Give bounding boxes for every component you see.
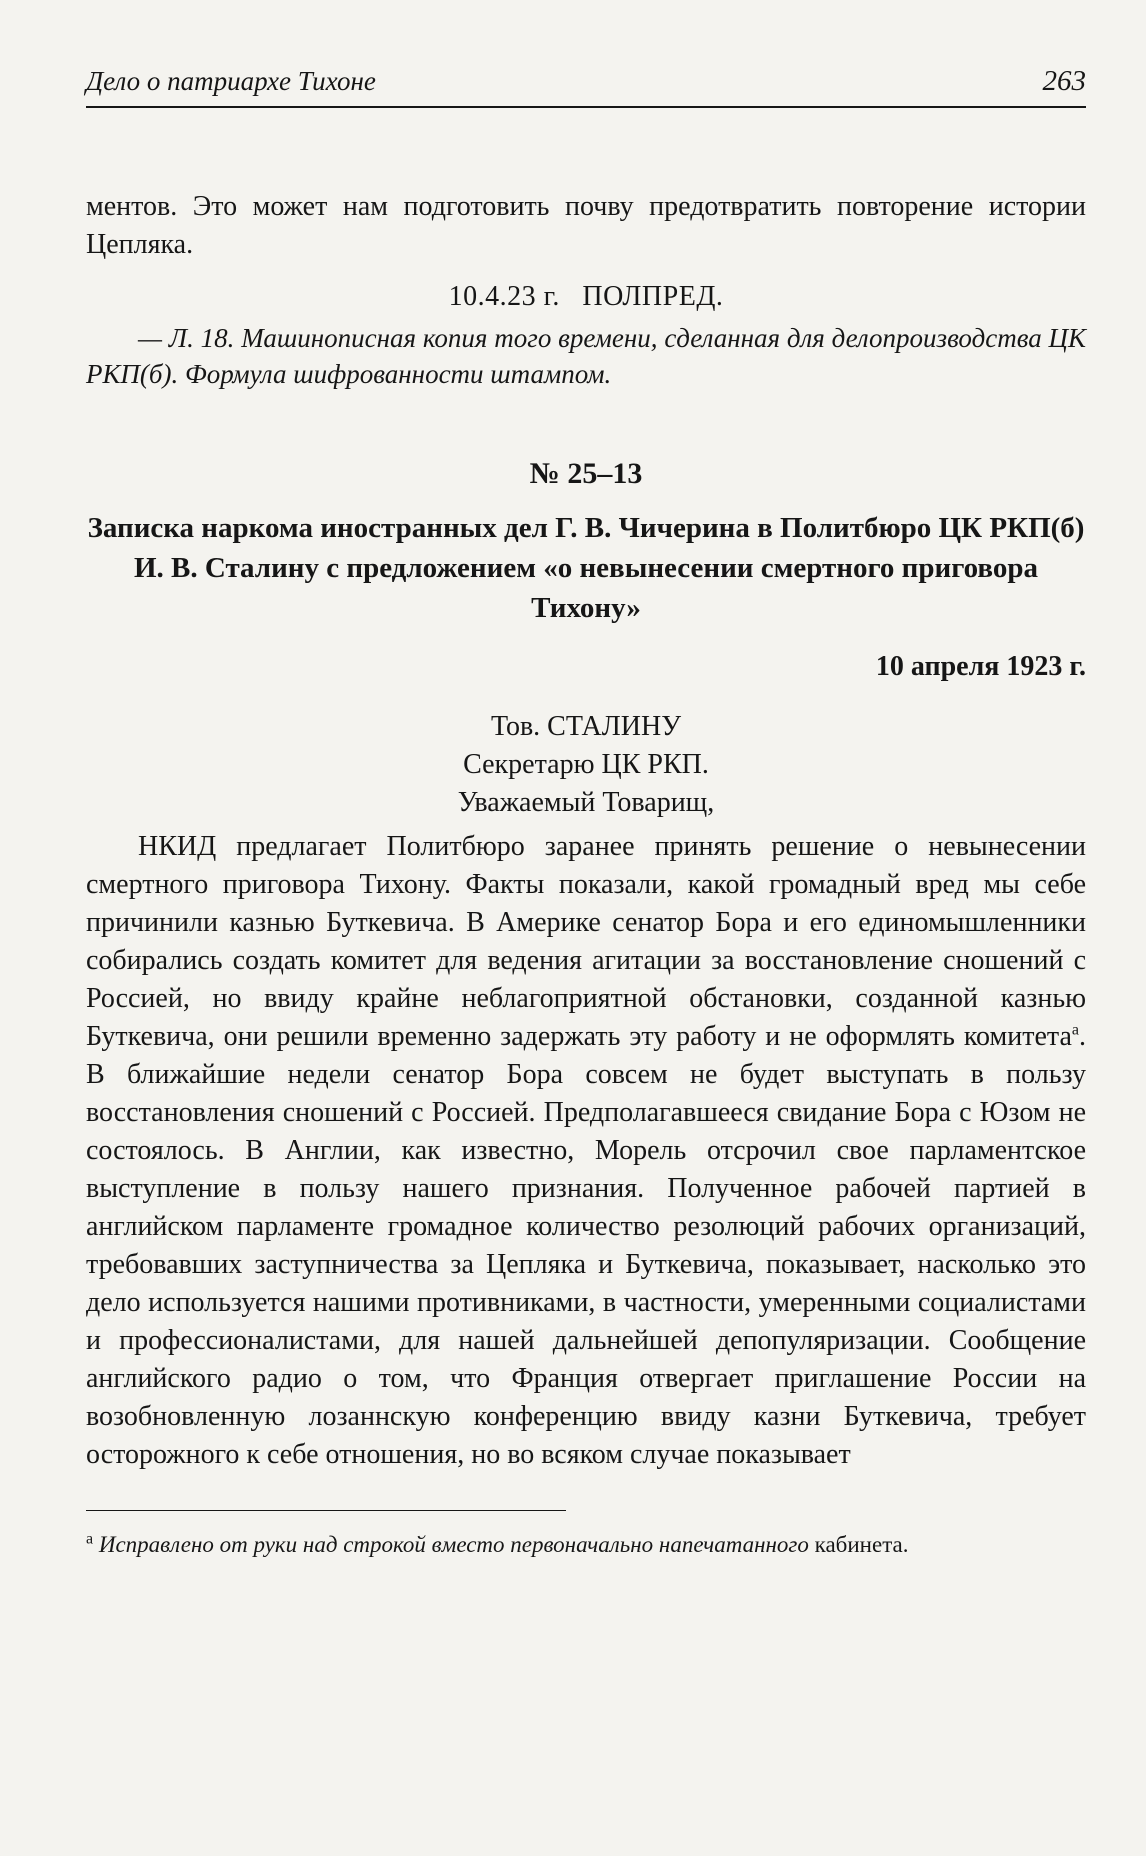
footnote-marker: а: [86, 1530, 94, 1548]
letter-body: [86, 828, 1086, 1474]
footnote-reference: а: [1071, 1021, 1079, 1039]
page: [86, 60, 1086, 1561]
document-number: № 25–13: [529, 457, 643, 490]
archive-note: — Л. 18. Машинописная копия того времени, сделанная для делопроизводства ЦК РКП(б). Формула шифрованности штампом.: [86, 323, 1086, 389]
page-number: 263: [1042, 65, 1086, 97]
footnote-text-end: кабинета.: [814, 1532, 909, 1557]
previous-document-closing-text: ментов. Это может нам подготовить почву предотвратить повторение истории Цепляка.: [86, 191, 1086, 260]
addressee-position: Секретарю ЦК РКП.: [463, 749, 709, 780]
previous-document-dateline: 10.4.23 г. ПОЛПРЕД.: [448, 281, 724, 312]
running-title: Дело о патриархе Тихоне: [86, 66, 376, 96]
running-head: [86, 60, 1086, 108]
document-date: 10 апреля 1923 г.: [875, 651, 1086, 682]
letter-body-part-2: . В ближайшие недели сенатор Бора совсем не будет выступать в пользу восстановления сношений с Россией. Предполагавшееся свидание Бора с Юзом не состоялось. В Англии, как известно, Морель отсрочил свое парламентское выступление в пользу нашего признания. Полученное рабочей партией в английском парламенте громадное количество резолюций рабочих организаций, требовавших заступничества за Цепляка и Буткевича, показывает, насколько это дело используется нашими противниками, в частности, умеренными социалистами и профессионалистами, для нашей дальнейшей депопуляризации. Сообщение английского радио о том, что Франция отвергает приглашение России на возобновленную лозаннскую конференцию ввиду казни Буткевича, требует осторожного к себе отношения, но во всяком случае показывает: [86, 1021, 1086, 1470]
addressee-name: Тов. СТАЛИНУ: [490, 711, 682, 742]
body-text: [86, 188, 1086, 1561]
footnote: [86, 1529, 1086, 1561]
footnote-text: Исправлено от руки над строкой вместо первоначально напечатанного: [98, 1532, 809, 1557]
footnote-separator: [86, 1510, 566, 1511]
letter-body-part-1: НКИД предлагает Политбюро заранее принять решение о невынесении смертного приговора Тихону. Факты показали, какой громадный вред мы себе причинили казнью Буткевича. В Америке сенатор Бора и его единомышленники собирались создать комитет для ведения агитации за восстановление сношений с Россией, но ввиду крайне неблагоприятной обстановки, созданной казнью Буткевича, они решили временно задержать эту работу и не оформлять комитета: [86, 831, 1086, 1052]
document-title: Записка наркома иностранных дел Г. В. Чичерина в Политбюро ЦК РКП(б) И. В. Сталину с предложением «о невынесении смертного приговора Тихону»: [87, 512, 1085, 624]
addressee-block: [86, 708, 1086, 822]
salutation: Уважаемый Товарищ,: [457, 787, 715, 818]
